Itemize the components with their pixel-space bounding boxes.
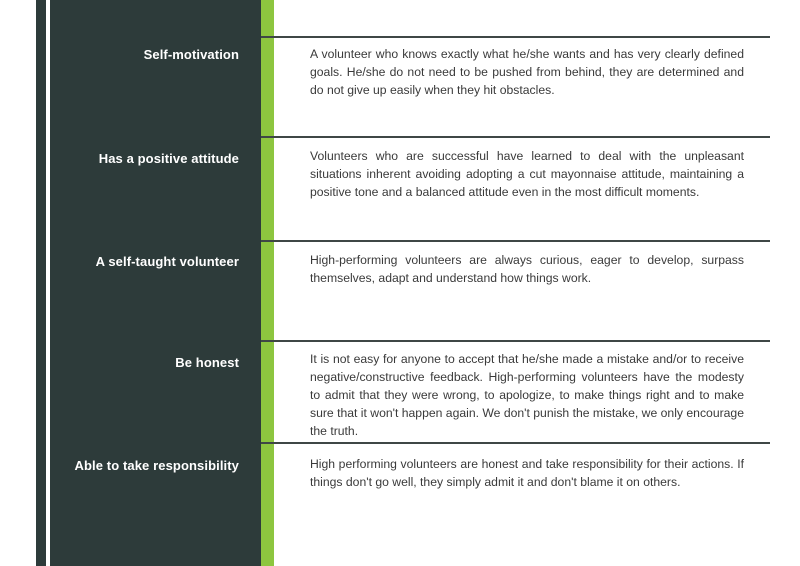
row-divider bbox=[261, 136, 770, 138]
row-label-be-honest: Be honest bbox=[175, 355, 239, 370]
row-description-responsibility: High performing volunteers are honest and take responsibility for their actions. If things don't go well, they simply admit it and don't blame it on others. bbox=[310, 457, 744, 489]
row-description-be-honest: It is not easy for anyone to accept that he/she made a mistake and/or to receive negative/constructive feedback. High-performing volunteers have the modesty to admit that they were wrong, to apologize, to make things right and to make sure that it won't happen again. We don't punish the mistake, we only encourage the truth. bbox=[310, 352, 744, 438]
row-label-responsibility: Able to take responsibility bbox=[74, 458, 239, 473]
accent-stripe bbox=[261, 0, 274, 566]
row-description-self-taught: High-performing volunteers are always curious, eager to develop, surpass themselves, adapt and understand how things work. bbox=[310, 253, 744, 285]
row-divider bbox=[261, 340, 770, 342]
label-panel bbox=[50, 0, 261, 566]
row-label-positive-attitude: Has a positive attitude bbox=[98, 151, 239, 166]
row-label-self-motivation: Self-motivation bbox=[143, 47, 239, 62]
row-divider bbox=[261, 240, 770, 242]
row-description-self-motivation: A volunteer who knows exactly what he/she wants and has very clearly defined goals. He/she do not need to be pushed from behind, they are determined and do not give up easily when they hit obstacles. bbox=[310, 47, 744, 97]
row-divider bbox=[261, 442, 770, 444]
row-divider bbox=[261, 36, 770, 38]
row-label-self-taught: A self-taught volunteer bbox=[95, 254, 239, 269]
left-edge-bar bbox=[36, 0, 46, 566]
row-description-positive-attitude: Volunteers who are successful have learned to deal with the unpleasant situations inherent avoiding adopting a cut mayonnaise attitude, maintaining a positive tone and a balanced attitude even in the most difficult moments. bbox=[310, 149, 744, 199]
